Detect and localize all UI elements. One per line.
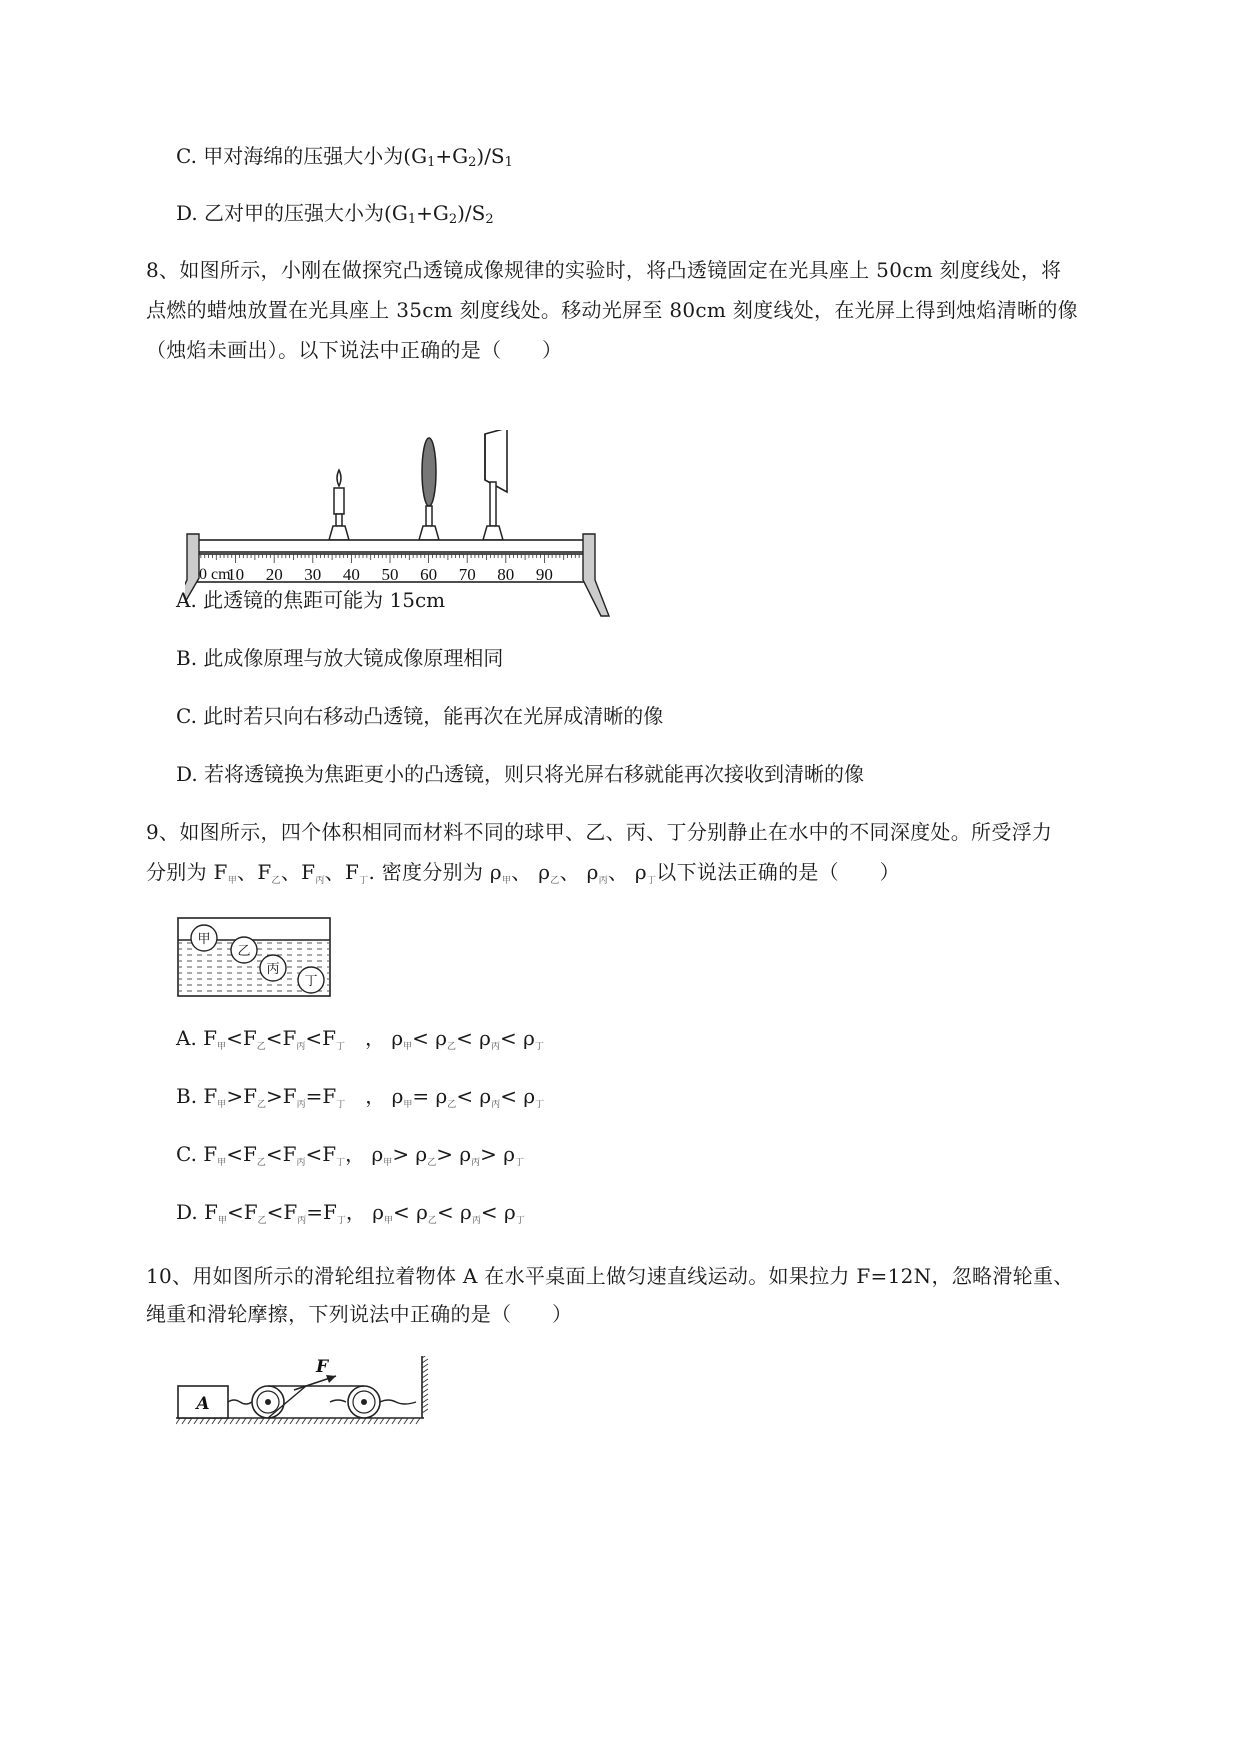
q8-option-b: B. 此成像原理与放大镜成像原理相同 <box>176 646 504 670</box>
q7-option-c: C. 甲对海绵的压强大小为(G1+G2)/S1 <box>176 144 513 170</box>
q8-stem-line3: （烛焰未画出）。以下说法中正确的是（ ） <box>146 338 563 362</box>
bench-tick-label: 80 <box>497 565 515 584</box>
pulley-left-icon <box>252 1386 284 1418</box>
q8-stem-line1: 8、如图所示，小刚在做探究凸透镜成像规律的实验时，将凸透镜固定在光具座上 50cm 刻度线处，将 <box>146 258 1062 282</box>
water-tank-figure <box>176 916 334 1000</box>
q8-option-a: A. 此透镜的焦距可能为 15cm <box>176 588 446 612</box>
pulley-system-figure <box>176 1356 436 1430</box>
bench-tick-label: 90 <box>535 565 553 584</box>
svg-text:甲: 甲 <box>197 932 211 947</box>
q9-option-d: D. $F_甲<F_乙<F_丙=F_丁$， $\rho_甲< \rho_乙< \rho_丙< \rho_丁$ <box>176 1200 525 1226</box>
ball-bing <box>260 955 286 981</box>
pulley-right-icon <box>348 1386 380 1418</box>
bench-tick-label: 40 <box>342 565 360 584</box>
q9-option-a: A. $F_甲<F_乙<F_丙<F_丁$ ， $\rho_甲< \rho_乙< \rho_丙< \rho_丁$ <box>176 1026 544 1052</box>
bench-tick-label: 10 <box>227 565 245 584</box>
light-screen-icon <box>483 430 507 540</box>
force-label: F <box>316 1357 329 1377</box>
svg-text:乙: 乙 <box>237 944 251 959</box>
q8-stem-line2: 点燃的蜡烛放置在光具座上 35cm 刻度线处。移动光屏至 80cm 刻度线处，在光屏上得到烛焰清晰的像 <box>146 298 1078 322</box>
q8-option-d: D. 若将透镜换为焦距更小的凸透镜，则只将光屏右移就能再次接收到清晰的像 <box>176 762 865 786</box>
q7-option-d: D. 乙对甲的压强大小为(G1+G2)/S2 <box>176 201 494 227</box>
q8-option-c: C. 此时若只向右移动凸透镜，能再次在光屏成清晰的像 <box>176 704 664 728</box>
q10-stem-line2: 绳重和滑轮摩擦，下列说法中正确的是（ ） <box>146 1302 573 1326</box>
q9-option-c: C. $F_甲<F_乙<F_丙<F_丁$， $\rho_甲> \rho_乙> \rho_丙> \rho_丁$ <box>176 1142 524 1168</box>
block-a <box>178 1386 228 1418</box>
q10-stem-line1: 10、用如图所示的滑轮组拉着物体 A 在水平桌面上做匀速直线运动。如果拉力 F=12N，忽略滑轮重、 <box>146 1264 1074 1288</box>
ball-jia <box>191 925 217 951</box>
bench-tick-label: 70 <box>458 565 476 584</box>
bench-tick-label: 30 <box>304 565 322 584</box>
convex-lens-icon <box>419 438 439 540</box>
svg-text:A: A <box>196 1394 210 1414</box>
bench-tick-label: 20 <box>265 565 283 584</box>
force-arrow-icon <box>294 1375 336 1390</box>
ball-ding <box>298 967 324 993</box>
bench-tick-label: 50 <box>381 565 399 584</box>
bench-unit-label: 0 cm <box>199 566 231 583</box>
ball-yi <box>231 937 257 963</box>
bench-tick-label: 60 <box>420 565 438 584</box>
q9-option-b: B. $F_甲>F_乙>F_丙=F_丁$ ， $\rho_甲= \rho_乙< \rho_丙< \rho_丁$ <box>176 1084 545 1110</box>
candle-icon <box>329 470 349 540</box>
svg-text:丁: 丁 <box>304 974 318 989</box>
svg-text:丙: 丙 <box>266 962 280 977</box>
q9-stem-line1: 9、如图所示，四个体积相同而材料不同的球甲、乙、丙、丁分别静止在水中的不同深度处。所受浮力 <box>146 820 1053 844</box>
q9-stem-line2: 分别为 $F_甲$、$F_乙$、$F_丙$、$F_丁$. 密度分别为 $\rho_甲$、 $\rho_乙$、 $\rho_丙$、 $\rho_丁$以下说法正确的是（ ） <box>146 860 900 886</box>
